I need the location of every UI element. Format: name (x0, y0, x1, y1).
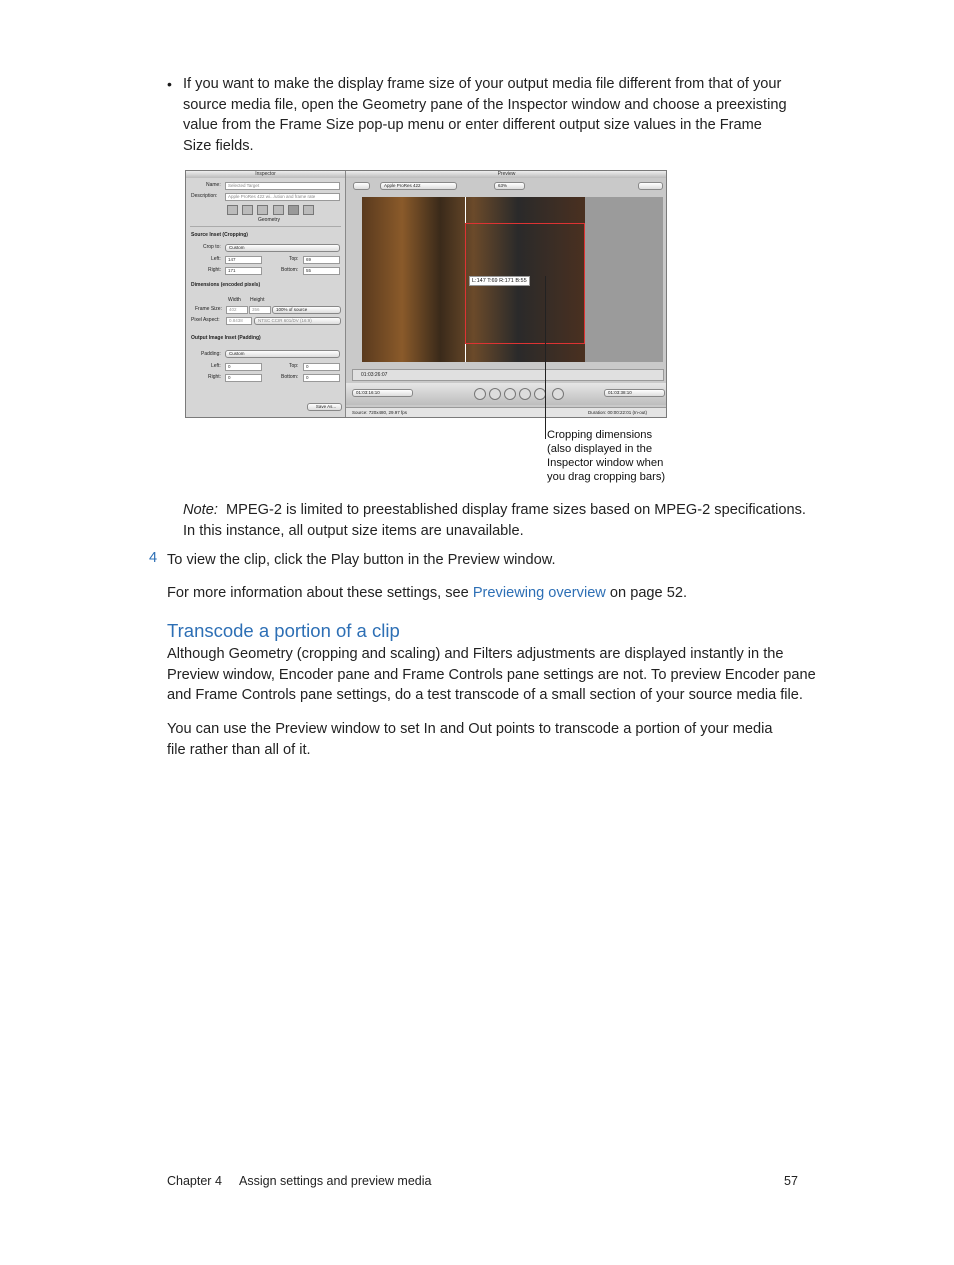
pad-left-label: Left: (211, 363, 221, 369)
page-number: 57 (784, 1174, 798, 1188)
pad-right-label: Right: (208, 374, 222, 380)
top-label: Top: (289, 256, 299, 262)
paragraph-line: and Frame Controls pane settings, do a test transcode of a small section of your source media file. (167, 687, 803, 704)
divider (190, 226, 341, 227)
section-paragraph-1 (167, 644, 827, 706)
out-timecode[interactable]: 01:03:38:10 (604, 389, 665, 397)
zoom-popup[interactable]: 63% (494, 182, 525, 190)
more-info-suffix: on page 52. (605, 585, 688, 601)
name-label: Name: (206, 182, 221, 188)
right-field[interactable]: 171 (225, 267, 262, 275)
bullet-line: Size fields. (183, 137, 254, 154)
bullet-line: value from the Frame Size pop-up menu or enter different output size values in the Frame (183, 117, 762, 134)
save-as-button[interactable]: Save As... (307, 403, 342, 411)
crop-to-label: Crop to: (203, 244, 221, 250)
note-label: Note: (183, 502, 218, 518)
loop-button[interactable] (552, 388, 564, 400)
view-mode-button[interactable] (638, 182, 663, 190)
tab-geometry[interactable]: Geometry (258, 217, 280, 223)
step-back-button[interactable] (489, 388, 501, 400)
callout-line: Inspector window when (547, 457, 664, 469)
callout-leader-line (545, 276, 546, 439)
footer-chapter: Chapter 4 (167, 1174, 222, 1188)
top-field[interactable]: 69 (303, 256, 340, 264)
callout-line: Cropping dimensions (547, 429, 653, 441)
paragraph-line: file rather than all of it. (167, 741, 311, 758)
play-button[interactable] (504, 388, 516, 400)
crop-to-popup[interactable]: Custom (225, 244, 340, 252)
callout-line: (also displayed in the (547, 443, 653, 455)
encoder-icon[interactable] (242, 205, 253, 215)
description-label: Description: (191, 193, 218, 199)
bullet-paragraph (183, 74, 823, 156)
source-inset-heading: Source Inset (Cropping) (191, 232, 248, 238)
pad-top-field[interactable]: 0 (303, 363, 340, 371)
step-forward-button[interactable] (519, 388, 531, 400)
left-label: Left: (211, 256, 221, 262)
prev-target-button[interactable] (353, 182, 370, 190)
pixel-aspect-popup[interactable]: NTSC CCIR 601/DV (16:9) (254, 317, 341, 325)
height-label: Height (250, 297, 265, 303)
paragraph-line: You can use the Preview window to set In and Out points to transcode a portion of your media (167, 721, 773, 737)
description-field[interactable]: Apple ProRes 422 wi.../ution and frame rate (225, 193, 340, 201)
pad-top-label: Top: (289, 363, 299, 369)
pad-bottom-label: Bottom: (281, 374, 299, 380)
bullet-marker: • (167, 76, 172, 92)
frame-size-label: Frame Size: (195, 306, 222, 312)
current-timecode[interactable]: 01:03:16:10 (352, 389, 413, 397)
step-text: To view the clip, click the Play button in the Preview window. (167, 552, 556, 568)
section-heading: Transcode a portion of a clip (167, 620, 400, 641)
filters-icon[interactable] (273, 205, 284, 215)
preset-popup[interactable]: Apple ProRes 422 (380, 182, 457, 190)
note-line-1: MPEG-2 is limited to preestablished display frame sizes based on MPEG-2 specifications. (226, 502, 806, 518)
padding-label: Padding: (201, 351, 221, 357)
source-info: Source: 720x480, 29.97 fps (352, 410, 408, 415)
step-number: 4 (149, 550, 158, 566)
actions-icon[interactable] (303, 205, 314, 215)
bullet-line: source media file, open the Geometry pane of the Inspector window and choose a preexisting (183, 96, 787, 113)
crop-readout: L:147 T:69 R:171 B:55 (469, 276, 530, 286)
video-canvas[interactable] (362, 197, 663, 362)
footer-chapter-title[interactable]: Assign settings and preview media (239, 1174, 432, 1188)
pad-bottom-field[interactable]: 0 (303, 374, 340, 382)
more-info-paragraph (167, 583, 687, 604)
duration-info: Duration: 00:00:22:01 (In-out) (588, 410, 648, 415)
note-line-2: In this instance, all output size items are unavailable. (183, 522, 524, 539)
left-field[interactable]: 147 (225, 256, 262, 264)
timeline-scrubber[interactable] (352, 369, 664, 381)
figure-callout (547, 428, 665, 484)
screenshot-figure (185, 170, 667, 418)
pad-right-field[interactable]: 0 (225, 374, 262, 382)
bottom-field[interactable]: 55 (303, 267, 340, 275)
frame-height-field[interactable]: 356 (249, 306, 271, 314)
pad-left-field[interactable]: 0 (225, 363, 262, 371)
frame-controls-icon[interactable] (257, 205, 268, 215)
bottom-label: Bottom: (281, 267, 299, 273)
padding-popup[interactable]: Custom (225, 350, 340, 358)
width-label: Width (228, 297, 241, 303)
more-info-prefix: For more information about these settings, see (167, 585, 473, 601)
output-inset-heading: Output Image Inset (Padding) (191, 335, 261, 341)
summary-icon[interactable] (227, 205, 238, 215)
bullet-line: If you want to make the display frame size of your output media file different from that of your (183, 76, 782, 92)
preview-window (346, 171, 667, 417)
note-paragraph (183, 500, 823, 541)
paragraph-line: Although Geometry (cropping and scaling) and Filters adjustments are displayed instantly in the (167, 646, 784, 662)
previewing-overview-link[interactable]: Previewing overview (472, 585, 606, 601)
transport-controls (346, 383, 667, 405)
dimensions-heading: Dimensions (encoded pixels) (191, 282, 261, 288)
name-field[interactable]: Selected Target (225, 182, 340, 190)
preview-status-bar (346, 407, 667, 418)
frame-size-popup[interactable]: 100% of source (272, 306, 341, 314)
inspector-titlebar: Inspector (186, 171, 345, 178)
right-label: Right: (208, 267, 222, 273)
in-timecode[interactable]: 01:03:26:07 (361, 372, 388, 378)
section-paragraph-2 (167, 719, 827, 760)
pixel-aspect-field[interactable]: 0.8438 (226, 317, 252, 325)
go-to-start-button[interactable] (474, 388, 486, 400)
preview-titlebar: Preview (346, 171, 667, 178)
inspector-window (186, 171, 346, 417)
callout-line: you drag cropping bars) (547, 471, 666, 483)
paragraph-line: Preview window, Encoder pane and Frame Controls pane settings are not. To preview Encoder pane (167, 666, 816, 683)
pixel-aspect-label: Pixel Aspect: (191, 317, 220, 323)
frame-width-field[interactable]: 402 (226, 306, 248, 314)
geometry-icon[interactable] (288, 205, 299, 215)
